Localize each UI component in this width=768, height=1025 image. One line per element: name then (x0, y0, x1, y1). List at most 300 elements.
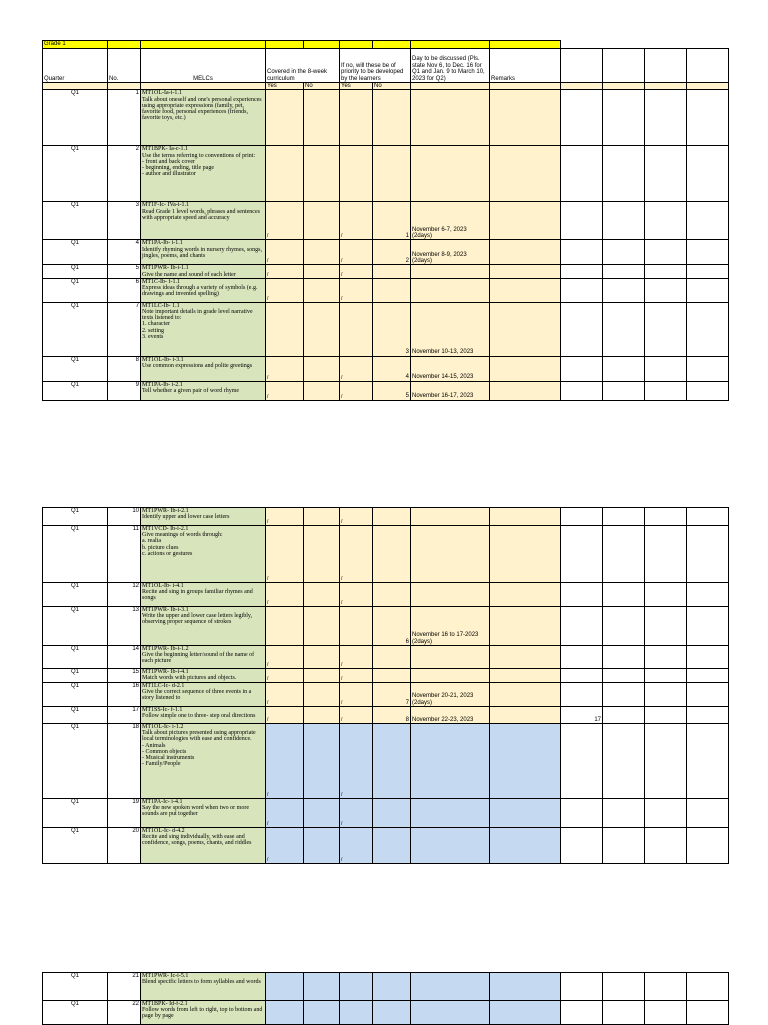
priority-no-count-cell: 8 (373, 707, 411, 724)
priority-yes-cell: / (340, 381, 373, 400)
extra-cell (645, 646, 687, 669)
priority-yes-cell: / (340, 526, 373, 583)
melc-code: MT1C-Ib- f-1.1 (142, 278, 180, 285)
extra-cell (645, 683, 687, 707)
header-row (43, 49, 729, 83)
priority-yes-cell: / (340, 356, 373, 381)
extra-cell (561, 607, 603, 646)
grade-label: Grade 1 (43, 41, 108, 49)
covered-no-cell (304, 278, 340, 302)
melc-code: MT1PWR- Ic-i-5.1 (142, 973, 189, 979)
melc-cell (141, 724, 266, 799)
number-cell: 11 (108, 526, 141, 583)
number-cell: 15 (108, 669, 141, 683)
table-row (43, 683, 729, 707)
priority-no-count-cell (373, 973, 411, 1001)
quarter-cell: Q1 (43, 1001, 108, 1025)
number-cell: 21 (108, 973, 141, 1001)
extra-cell (645, 508, 687, 526)
extra-cell (561, 724, 603, 799)
priority-header: If no, will these be of priority to be developed by the learners (340, 49, 411, 83)
day-cell (411, 526, 490, 583)
priority-yes-cell: / (340, 240, 373, 265)
melc-code: MT1BPK- Ia-c-1.1 (142, 146, 188, 153)
number-cell: 8 (108, 356, 141, 381)
priority-no-count-cell: 5 (373, 381, 411, 400)
extra-cell (561, 265, 603, 278)
melc-code: MT1OL-Ib- i-3.1 (142, 356, 184, 363)
melc-description: Give the beginning letter/sound of the name of each picture (142, 652, 255, 665)
extra-cell (561, 240, 603, 265)
priority-no-count-cell: 2 (373, 240, 411, 265)
extra-cell (645, 381, 687, 400)
extra-cell (603, 278, 645, 302)
remarks-cell (490, 302, 561, 356)
no-header: No. (108, 49, 141, 83)
priority-yes-cell (340, 146, 373, 202)
extra-cell (645, 1001, 687, 1025)
melc-cell (141, 583, 266, 607)
sheet-page-3 (42, 972, 729, 1025)
extra-cell (687, 146, 729, 202)
extra-cell (603, 583, 645, 607)
melc-description: Note important details in grade level narrative texts listened to: 1. character 2. setting 3. events (142, 309, 253, 340)
melc-code: MT1LC-Ib- 1.1 (142, 302, 180, 309)
priority-no-count-cell: 1 (373, 202, 411, 240)
covered-no-cell (304, 973, 340, 1001)
day-header: Day to be discussed (Pls. state Nov 6, to Dec. 16 for Q1 and Jan. 9 to March 10, 2023 for Q2) (411, 49, 490, 83)
extra-cell (561, 646, 603, 669)
covered-no-cell (304, 146, 340, 202)
extra-cell (687, 1001, 729, 1025)
extra-cell (687, 707, 729, 724)
table-row (43, 240, 729, 265)
extra-cell (603, 607, 645, 646)
priority-no-count-cell (373, 146, 411, 202)
melc-table-page-3 (42, 972, 729, 1025)
priority-yes-cell: / (340, 202, 373, 240)
priority-no-count-cell (373, 799, 411, 828)
number-cell: 18 (108, 724, 141, 799)
remarks-cell (490, 526, 561, 583)
extra-cell (561, 508, 603, 526)
melc-cell (141, 1001, 266, 1025)
melc-cell (141, 646, 266, 669)
priority-yes-cell: / (340, 278, 373, 302)
day-cell: November 6-7, 2023 (2days) (411, 202, 490, 240)
melc-description: Follow simple one to three- step oral directions (142, 713, 256, 720)
extra-cell (603, 683, 645, 707)
melc-cell (141, 799, 266, 828)
covered-yes-cell: / (266, 646, 304, 669)
melc-code: MT1PA-Ib- i-2.1 (142, 381, 183, 388)
melc-description: Give the name and sound of each letter (142, 271, 236, 278)
covered-header: Covered in the 8-week curriculum (266, 49, 340, 83)
priority-yes-cell: / (340, 828, 373, 864)
day-cell: November 22-23, 2023 (411, 707, 490, 724)
remarks-cell (490, 828, 561, 864)
melc-code: MT1OL-Ia-i-1.1 (142, 90, 182, 97)
covered-no-cell (304, 90, 340, 146)
melc-cell (141, 828, 266, 864)
covered-yes-cell: / (266, 278, 304, 302)
extra-cell (645, 707, 687, 724)
quarter-cell: Q1 (43, 302, 108, 356)
priority-yes-cell (340, 1001, 373, 1025)
number-cell: 3 (108, 202, 141, 240)
day-cell (411, 278, 490, 302)
extra-cell (561, 381, 603, 400)
extra-cell (645, 146, 687, 202)
covered-no-cell (304, 508, 340, 526)
priority-no-count-cell: 7 (373, 683, 411, 707)
quarter-header: Quarter (43, 49, 108, 83)
covered-no-cell (304, 302, 340, 356)
melc-code: MT1PWR- Ib-i-4.1 (142, 669, 189, 675)
priority-yes-cell: / (340, 707, 373, 724)
covered-no-cell (304, 240, 340, 265)
melc-code: MT1OL-Ic- d-4.2 (142, 828, 185, 834)
priority-no-count-cell (373, 583, 411, 607)
extra-cell (603, 508, 645, 526)
melc-description: Blend specific letters to form syllables and words (142, 979, 261, 986)
number-cell: 7 (108, 302, 141, 356)
extra-cell (687, 278, 729, 302)
extra-cell (687, 646, 729, 669)
priority-no-count-cell (373, 1001, 411, 1025)
priority-yes-cell: / (340, 646, 373, 669)
table-row (43, 302, 729, 356)
covered-no-cell (304, 265, 340, 278)
melc-description: Talk about oneself and one's personal experiences using appropriate expressions (family, pet, favorite food, personal experiences (friends, favorite toys, etc.) (142, 96, 262, 122)
day-cell (411, 1001, 490, 1025)
extra-cell (687, 508, 729, 526)
melc-code: MT1PA-Ic- i-4.1 (142, 799, 183, 805)
covered-yes-cell (266, 973, 304, 1001)
day-cell (411, 146, 490, 202)
remarks-cell (490, 146, 561, 202)
priority-yes-cell: / (340, 799, 373, 828)
table-row (43, 265, 729, 278)
extra-cell (687, 90, 729, 146)
melc-description: Give the correct sequence of three events in a story listened to (142, 689, 252, 702)
priority-no-count-cell (373, 828, 411, 864)
day-cell (411, 508, 490, 526)
melc-cell (141, 526, 266, 583)
covered-yes-cell: / (266, 707, 304, 724)
covered-yes-cell: / (266, 799, 304, 828)
melc-code: MT1BPK- Id-f-2.1 (142, 1001, 188, 1007)
day-cell (411, 646, 490, 669)
day-cell: November 8-9, 2023 (2days) (411, 240, 490, 265)
extra-cell (645, 828, 687, 864)
number-cell: 22 (108, 1001, 141, 1025)
extra-cell (687, 356, 729, 381)
melc-cell (141, 707, 266, 724)
priority-no-count-cell: 6 (373, 607, 411, 646)
extra-cell (645, 607, 687, 646)
melc-cell (141, 356, 266, 381)
extra-cell (687, 583, 729, 607)
extra-cell (603, 90, 645, 146)
subheader-row (43, 83, 729, 90)
table-row (43, 1001, 729, 1025)
grade-row (43, 41, 729, 49)
extra-cell (603, 828, 645, 864)
extra-cell (603, 356, 645, 381)
day-cell: November 16-17, 2023 (411, 381, 490, 400)
number-cell: 16 (108, 683, 141, 707)
extra-cell (687, 265, 729, 278)
quarter-cell: Q1 (43, 90, 108, 146)
extra-cell: 17 (561, 707, 603, 724)
priority-no-count-cell (373, 90, 411, 146)
remarks-cell (490, 669, 561, 683)
extra-cell (603, 265, 645, 278)
melc-code: MT1VCD- Ib-i-2.1 (142, 526, 189, 532)
extra-cell (687, 724, 729, 799)
covered-yes-cell: / (266, 683, 304, 707)
remarks-cell (490, 356, 561, 381)
table-row (43, 607, 729, 646)
table-row (43, 381, 729, 400)
remarks-cell (490, 707, 561, 724)
melc-cell (141, 90, 266, 146)
day-cell (411, 265, 490, 278)
priority-yes-cell: / (340, 583, 373, 607)
covered-no-cell (304, 683, 340, 707)
table-row (43, 202, 729, 240)
extra-cell (645, 302, 687, 356)
remarks-cell (490, 683, 561, 707)
remarks-cell (490, 646, 561, 669)
covered-yes-cell (266, 146, 304, 202)
covered-no-header: No (304, 83, 340, 90)
priority-no-count-cell: 3 (373, 302, 411, 356)
covered-yes-cell: / (266, 828, 304, 864)
day-cell: November 10-13, 2023 (411, 302, 490, 356)
covered-yes-cell: / (266, 724, 304, 799)
table-row (43, 508, 729, 526)
melc-cell (141, 973, 266, 1001)
covered-yes-cell (266, 302, 304, 356)
number-cell: 4 (108, 240, 141, 265)
covered-no-cell (304, 381, 340, 400)
day-cell: November 14-15, 2023 (411, 356, 490, 381)
extra-cell (561, 90, 603, 146)
quarter-cell: Q1 (43, 526, 108, 583)
quarter-cell: Q1 (43, 828, 108, 864)
extra-cell (687, 202, 729, 240)
priority-yes-cell (340, 302, 373, 356)
extra-cell (561, 973, 603, 1001)
day-cell (411, 583, 490, 607)
covered-yes-cell: / (266, 356, 304, 381)
table-row (43, 278, 729, 302)
covered-no-cell (304, 707, 340, 724)
extra-cell (603, 973, 645, 1001)
quarter-cell: Q1 (43, 356, 108, 381)
covered-no-cell (304, 799, 340, 828)
day-cell (411, 669, 490, 683)
extra-cell (603, 799, 645, 828)
covered-no-cell (304, 202, 340, 240)
remarks-cell (490, 278, 561, 302)
covered-no-cell (304, 646, 340, 669)
covered-no-cell (304, 356, 340, 381)
melc-description: Follow words from left to right, top to bottom and page by page (142, 1007, 263, 1020)
day-cell: November 16 to 17-2023 (2days) (411, 607, 490, 646)
number-cell: 17 (108, 707, 141, 724)
melc-cell (141, 240, 266, 265)
extra-cell (561, 302, 603, 356)
priority-no-count-cell (373, 265, 411, 278)
extra-cell (603, 669, 645, 683)
remarks-cell (490, 724, 561, 799)
melc-cell (141, 683, 266, 707)
melc-cell (141, 265, 266, 278)
quarter-cell: Q1 (43, 607, 108, 646)
melc-cell (141, 508, 266, 526)
extra-cell (603, 707, 645, 724)
extra-cell (561, 202, 603, 240)
melc-description: Write the upper and lower case letters legibly, observing proper sequence of strokes (142, 613, 252, 626)
extra-cell (603, 1001, 645, 1025)
quarter-cell: Q1 (43, 669, 108, 683)
priority-yes-cell: / (340, 265, 373, 278)
priority-no-count-cell (373, 669, 411, 683)
priority-yes-cell (340, 90, 373, 146)
extra-cell (645, 973, 687, 1001)
extra-cell (561, 583, 603, 607)
table-row (43, 799, 729, 828)
extra-cell (687, 828, 729, 864)
priority-no-count-cell (373, 278, 411, 302)
extra-cell (645, 90, 687, 146)
quarter-cell: Q1 (43, 381, 108, 400)
extra-cell (561, 683, 603, 707)
extra-cell (687, 302, 729, 356)
covered-yes-cell: / (266, 381, 304, 400)
melc-description: Say the new spoken word when two or more sounds are put together (142, 805, 249, 818)
sheet-page-2 (42, 507, 729, 864)
table-row (43, 90, 729, 146)
table-row (43, 646, 729, 669)
extra-cell (603, 381, 645, 400)
melc-cell (141, 302, 266, 356)
melc-code: MT1SS-Ic- f-1.1 (142, 707, 183, 713)
melc-code: MT1PWR- Ib-i-2.1 (142, 508, 189, 514)
remarks-cell (490, 90, 561, 146)
number-cell: 14 (108, 646, 141, 669)
covered-yes-cell: / (266, 583, 304, 607)
extra-cell (645, 265, 687, 278)
quarter-cell: Q1 (43, 973, 108, 1001)
remarks-cell (490, 508, 561, 526)
remarks-cell (490, 583, 561, 607)
covered-yes-cell: / (266, 508, 304, 526)
quarter-cell: Q1 (43, 683, 108, 707)
extra-cell (687, 973, 729, 1001)
priority-yes-cell: / (340, 683, 373, 707)
melc-cell (141, 202, 266, 240)
remarks-cell (490, 1001, 561, 1025)
number-cell: 5 (108, 265, 141, 278)
covered-yes-cell: / (266, 240, 304, 265)
covered-no-cell (304, 526, 340, 583)
extra-cell (561, 356, 603, 381)
covered-yes-cell (266, 90, 304, 146)
quarter-cell: Q1 (43, 583, 108, 607)
priority-yes-header: Yes (340, 83, 373, 90)
remarks-header: Remarks (490, 49, 561, 83)
day-cell: November 20-21, 2023 (2days) (411, 683, 490, 707)
priority-yes-cell: / (340, 669, 373, 683)
covered-no-cell (304, 1001, 340, 1025)
extra-cell (645, 669, 687, 683)
quarter-cell: Q1 (43, 707, 108, 724)
extra-cell (645, 724, 687, 799)
melc-code: MT1PWR- Ib-i-1.2 (142, 646, 189, 652)
extra-cell (645, 799, 687, 828)
extra-cell (561, 146, 603, 202)
melc-description: Match words with pictures and objects. (142, 675, 237, 682)
covered-yes-cell: / (266, 202, 304, 240)
covered-yes-cell: / (266, 669, 304, 683)
table-row (43, 973, 729, 1001)
melc-description: Identify upper and lower case letters (142, 514, 230, 521)
table-row (43, 707, 729, 724)
remarks-cell (490, 265, 561, 278)
quarter-cell: Q1 (43, 646, 108, 669)
melc-description: Use the terms referring to conventions of print: - front and back cover - beginning, ending, title page - author and illustrator (142, 152, 256, 178)
extra-cell (687, 607, 729, 646)
day-cell (411, 828, 490, 864)
extra-cell (561, 526, 603, 583)
table-row (43, 583, 729, 607)
priority-no-count-cell: 4 (373, 356, 411, 381)
extra-cell (645, 356, 687, 381)
melc-description: Read Grade 1 level words, phrases and sentences with appropriate speed and accuracy (142, 208, 260, 221)
extra-cell (603, 146, 645, 202)
melc-cell (141, 278, 266, 302)
table-row (43, 828, 729, 864)
remarks-cell (490, 973, 561, 1001)
melc-cell (141, 146, 266, 202)
table-row (43, 724, 729, 799)
extra-cell (603, 202, 645, 240)
priority-no-count-cell (373, 526, 411, 583)
extra-cell (561, 828, 603, 864)
day-cell (411, 90, 490, 146)
number-cell: 1 (108, 90, 141, 146)
melc-table-page-1 (42, 40, 729, 401)
melc-code: MT1F-Ic- IVa-i-1.1 (142, 202, 189, 209)
quarter-cell: Q1 (43, 508, 108, 526)
table-row (43, 146, 729, 202)
number-cell: 9 (108, 381, 141, 400)
melc-cell (141, 607, 266, 646)
extra-cell (645, 278, 687, 302)
number-cell: 6 (108, 278, 141, 302)
quarter-cell: Q1 (43, 724, 108, 799)
extra-cell (561, 669, 603, 683)
priority-yes-cell (340, 973, 373, 1001)
priority-no-count-cell (373, 508, 411, 526)
extra-cell (645, 526, 687, 583)
extra-cell (687, 526, 729, 583)
extra-cell (603, 526, 645, 583)
